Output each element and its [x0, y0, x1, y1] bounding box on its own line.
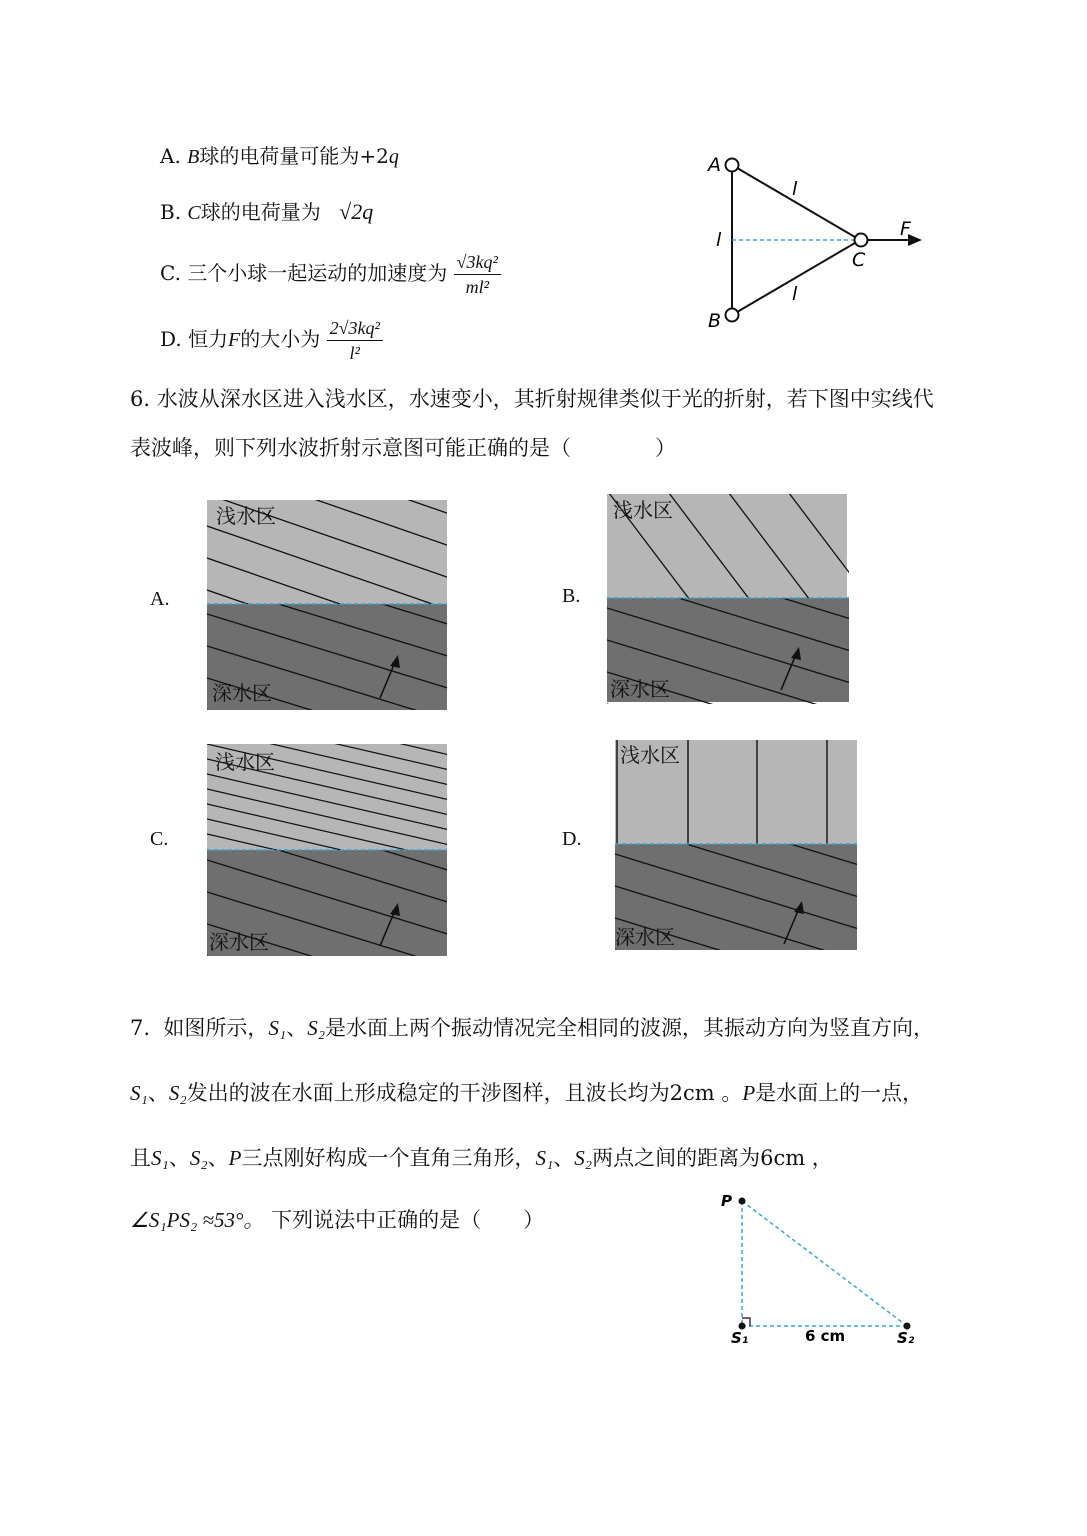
- svg-text:S₁: S₁: [731, 1329, 749, 1347]
- ball-c: [855, 234, 868, 247]
- option-a-label: A.: [150, 588, 170, 610]
- option-d-label: D.: [562, 828, 582, 850]
- right-triangle-figure: [715, 1188, 935, 1348]
- option-a: A. B球的电荷量可能为+2q: [160, 144, 399, 168]
- svg-text:F: F: [900, 218, 911, 240]
- panel-a: [207, 500, 447, 710]
- svg-text:6 cm: 6 cm: [805, 1327, 846, 1345]
- svg-text:P: P: [721, 1192, 732, 1210]
- q6-line1: 6. 水波从深水区进入浅水区，水速变小，其折射规律类似于光的折射，若下图中实线代: [130, 387, 934, 411]
- panel-b: [607, 494, 849, 704]
- panel-d: [615, 740, 857, 950]
- triangle-figure: [690, 145, 940, 335]
- option-b-label: B.: [562, 585, 581, 607]
- svg-text:浅水区: 浅水区: [216, 504, 276, 528]
- svg-text:C: C: [852, 249, 866, 271]
- panel-c: [207, 744, 447, 956]
- accel-fraction: $\frac{\text{√3kq²}}{\text{ml²}}$: [454, 250, 501, 299]
- svg-text:深水区: 深水区: [209, 930, 269, 954]
- svg-text:B: B: [708, 310, 722, 332]
- q7-line1: 7. 如图所示，S₁、S₂是水面上两个振动情况完全相同的波源，其振动方向为竖直方向，: [130, 1016, 935, 1040]
- svg-text:深水区: 深水区: [615, 925, 675, 949]
- option-c-label: C.: [150, 828, 169, 850]
- force-fraction: $\frac{\text{2√3kq²}}{\text{l²}}$: [327, 316, 383, 365]
- svg-text:l: l: [792, 178, 798, 200]
- option-d: D. 恒力F的大小为 $\frac{\text{2√3kq²}}{\text{l²}}$: [160, 316, 383, 365]
- q6-line2: 表波峰，则下列水波折射示意图可能正确的是（ ）: [130, 436, 676, 460]
- option-b: B. C球的电荷量为 √2q: [160, 199, 374, 224]
- svg-text:深水区: 深水区: [212, 681, 272, 705]
- svg-text:l: l: [716, 229, 722, 251]
- q7-line4: ∠S₁PS₂ ≈53°。 下列说法中正确的是（ ）: [130, 1208, 545, 1232]
- q7-line3: 且S₁、S₂、P三点刚好构成一个直角三角形，S₁、S₂两点之间的距离为6cm ，: [130, 1146, 833, 1170]
- svg-text:浅水区: 浅水区: [620, 743, 680, 767]
- point-p: [739, 1198, 746, 1205]
- svg-text:A: A: [708, 154, 721, 176]
- ball-b: [726, 309, 739, 322]
- option-c: C. 三个小球一起运动的加速度为 $\frac{\text{√3kq²}}{\text{ml²}}$: [160, 250, 501, 299]
- svg-text:S₂: S₂: [897, 1329, 915, 1347]
- svg-text:l: l: [792, 283, 798, 305]
- svg-text:深水区: 深水区: [610, 677, 670, 701]
- svg-text:浅水区: 浅水区: [613, 498, 673, 522]
- svg-text:浅水区: 浅水区: [215, 750, 275, 774]
- ball-a: [726, 159, 739, 172]
- q7-line2: S₁、S₂发出的波在水面上形成稳定的干涉图样，且波长均为2cm 。P是水面上的一点，: [130, 1081, 924, 1105]
